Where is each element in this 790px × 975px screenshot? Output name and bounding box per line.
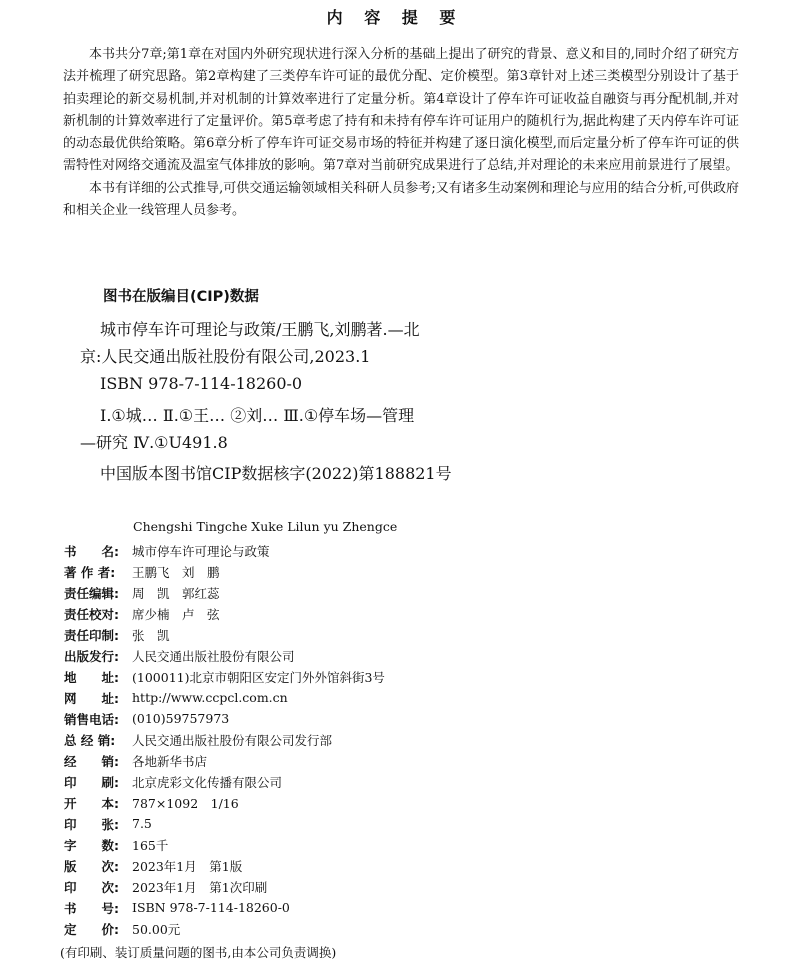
info-row xyxy=(64,687,624,708)
info-row xyxy=(64,645,624,666)
info-value: (010)59757973 xyxy=(132,711,230,726)
info-row xyxy=(64,897,624,918)
cip-classification xyxy=(80,402,500,456)
info-value: 165千 xyxy=(132,837,169,853)
info-value: ISBN 978-7-114-18260-0 xyxy=(132,900,290,915)
info-label: 销售电话: xyxy=(64,711,119,727)
info-label: 字 数: xyxy=(64,837,119,853)
cip-line: 城市停车许可理论与政策/王鹏飞,刘鹏著.—北 xyxy=(100,320,420,339)
info-row xyxy=(64,666,624,687)
info-value: 人民交通出版社股份有限公司发行部 xyxy=(132,732,333,748)
info-value: http://www.ccpcl.com.cn xyxy=(132,690,288,705)
info-row xyxy=(64,624,624,645)
info-value: 2023年1月 第1版 xyxy=(132,858,243,874)
info-row xyxy=(64,834,624,855)
info-value: (100011)北京市朝阳区安定门外外馆斜街3号 xyxy=(132,669,385,685)
cip-isbn: ISBN 978-7-114-18260-0 xyxy=(100,374,303,393)
summary-section xyxy=(63,44,739,222)
info-row xyxy=(64,540,624,561)
info-label: 著 作 者: xyxy=(64,564,116,580)
cip-line: Ⅰ.①城… Ⅱ.①王… ②刘… Ⅲ.①停车场—管理 xyxy=(100,406,415,425)
pinyin-title: Chengshi Tingche Xuke Lilun yu Zhengce xyxy=(133,519,398,534)
footnote: (有印刷、装订质量问题的图书,由本公司负责调换) xyxy=(60,945,337,960)
info-label: 定 价: xyxy=(64,921,119,937)
info-value: 50.00元 xyxy=(132,921,181,937)
info-label: 开 本: xyxy=(64,795,119,811)
cip-line: 中国版本图书馆CIP数据核字(2022)第188821号 xyxy=(100,464,452,483)
info-row xyxy=(64,855,624,876)
cip-heading: 图书在版编目(CIP)数据 xyxy=(103,289,259,305)
info-label: 印 次: xyxy=(64,879,119,895)
info-value: 787×1092 1/16 xyxy=(132,795,239,811)
cip-line: 京:人民交通出版社股份有限公司,2023.1 xyxy=(80,347,371,366)
info-row xyxy=(64,708,624,729)
info-value: 张 凯 xyxy=(132,627,170,643)
info-row xyxy=(64,561,624,582)
page-title: 内 容 提 要 xyxy=(326,8,464,27)
summary-paragraph: 本书共分7章;第1章在对国内外研究现状进行深入分析的基础上提出了研究的背景、意义和目的,同时介绍了研究方法并梳理了研究思路。第2章构建了三类停车许可证的最优分配、定价模型。第3章针对上述三类模型分别设计了基于拍卖理论的新交易机制,并对机制的计算效率进行了定量分析。第4章设计了停车许可证收益自融资与再分配机制,并对新机制的计算效率进行了定量评价。第5章考虑了持有和未持有停车许可证用户的随机行为,据此构建了天内停车许可证的动态最优供给策略。第6章分析了停车许可证交易市场的特征并构建了逐日演化模型,而后定量分析了停车许可证的供需特性对网络交通流及温室气体排放的影响。第7章对当前研究成果进行了总结,并对理论的未来应用前景进行了展望。 xyxy=(63,47,739,174)
info-row xyxy=(64,771,624,792)
info-value: 席少楠 卢 弦 xyxy=(132,606,220,622)
info-label: 责任印制: xyxy=(64,627,119,643)
info-label: 印 张: xyxy=(64,816,119,832)
info-row xyxy=(64,750,624,771)
publication-info xyxy=(64,540,624,939)
info-value: 7.5 xyxy=(132,816,152,831)
info-row xyxy=(64,582,624,603)
info-label: 地 址: xyxy=(64,669,119,685)
info-row xyxy=(64,603,624,624)
summary-paragraph: 本书有详细的公式推导,可供交通运输领域相关科研人员参考;又有诸多生动案例和理论与应用的结合分析,可供政府和相关企业一线管理人员参考。 xyxy=(63,180,739,219)
info-value: 周 凯 郭红蕊 xyxy=(132,585,220,601)
info-label: 版 次: xyxy=(64,858,119,874)
info-value: 王鹏飞 刘 鹏 xyxy=(132,564,220,580)
info-value: 城市停车许可理论与政策 xyxy=(132,543,270,559)
info-label: 经 销: xyxy=(64,753,119,769)
info-label: 责任编辑: xyxy=(64,585,119,601)
info-label: 责任校对: xyxy=(64,606,119,622)
info-value: 北京虎彩文化传播有限公司 xyxy=(132,774,283,790)
info-value: 各地新华书店 xyxy=(132,753,208,769)
info-row xyxy=(64,729,624,750)
info-value: 人民交通出版社股份有限公司 xyxy=(132,648,295,664)
cip-line: —研究 Ⅳ.①U491.8 xyxy=(80,433,228,452)
info-row xyxy=(64,813,624,834)
info-label: 出版发行: xyxy=(64,648,119,664)
info-value: 2023年1月 第1次印刷 xyxy=(132,879,268,895)
info-label: 书 号: xyxy=(64,900,119,916)
info-label: 印 刷: xyxy=(64,774,119,790)
info-label: 总 经 销: xyxy=(64,732,116,748)
cip-record xyxy=(80,316,500,397)
info-row xyxy=(64,918,624,939)
info-row xyxy=(64,792,624,813)
cip-number xyxy=(80,460,500,487)
info-row xyxy=(64,876,624,897)
info-label: 网 址: xyxy=(64,690,119,706)
info-label: 书 名: xyxy=(64,543,119,559)
